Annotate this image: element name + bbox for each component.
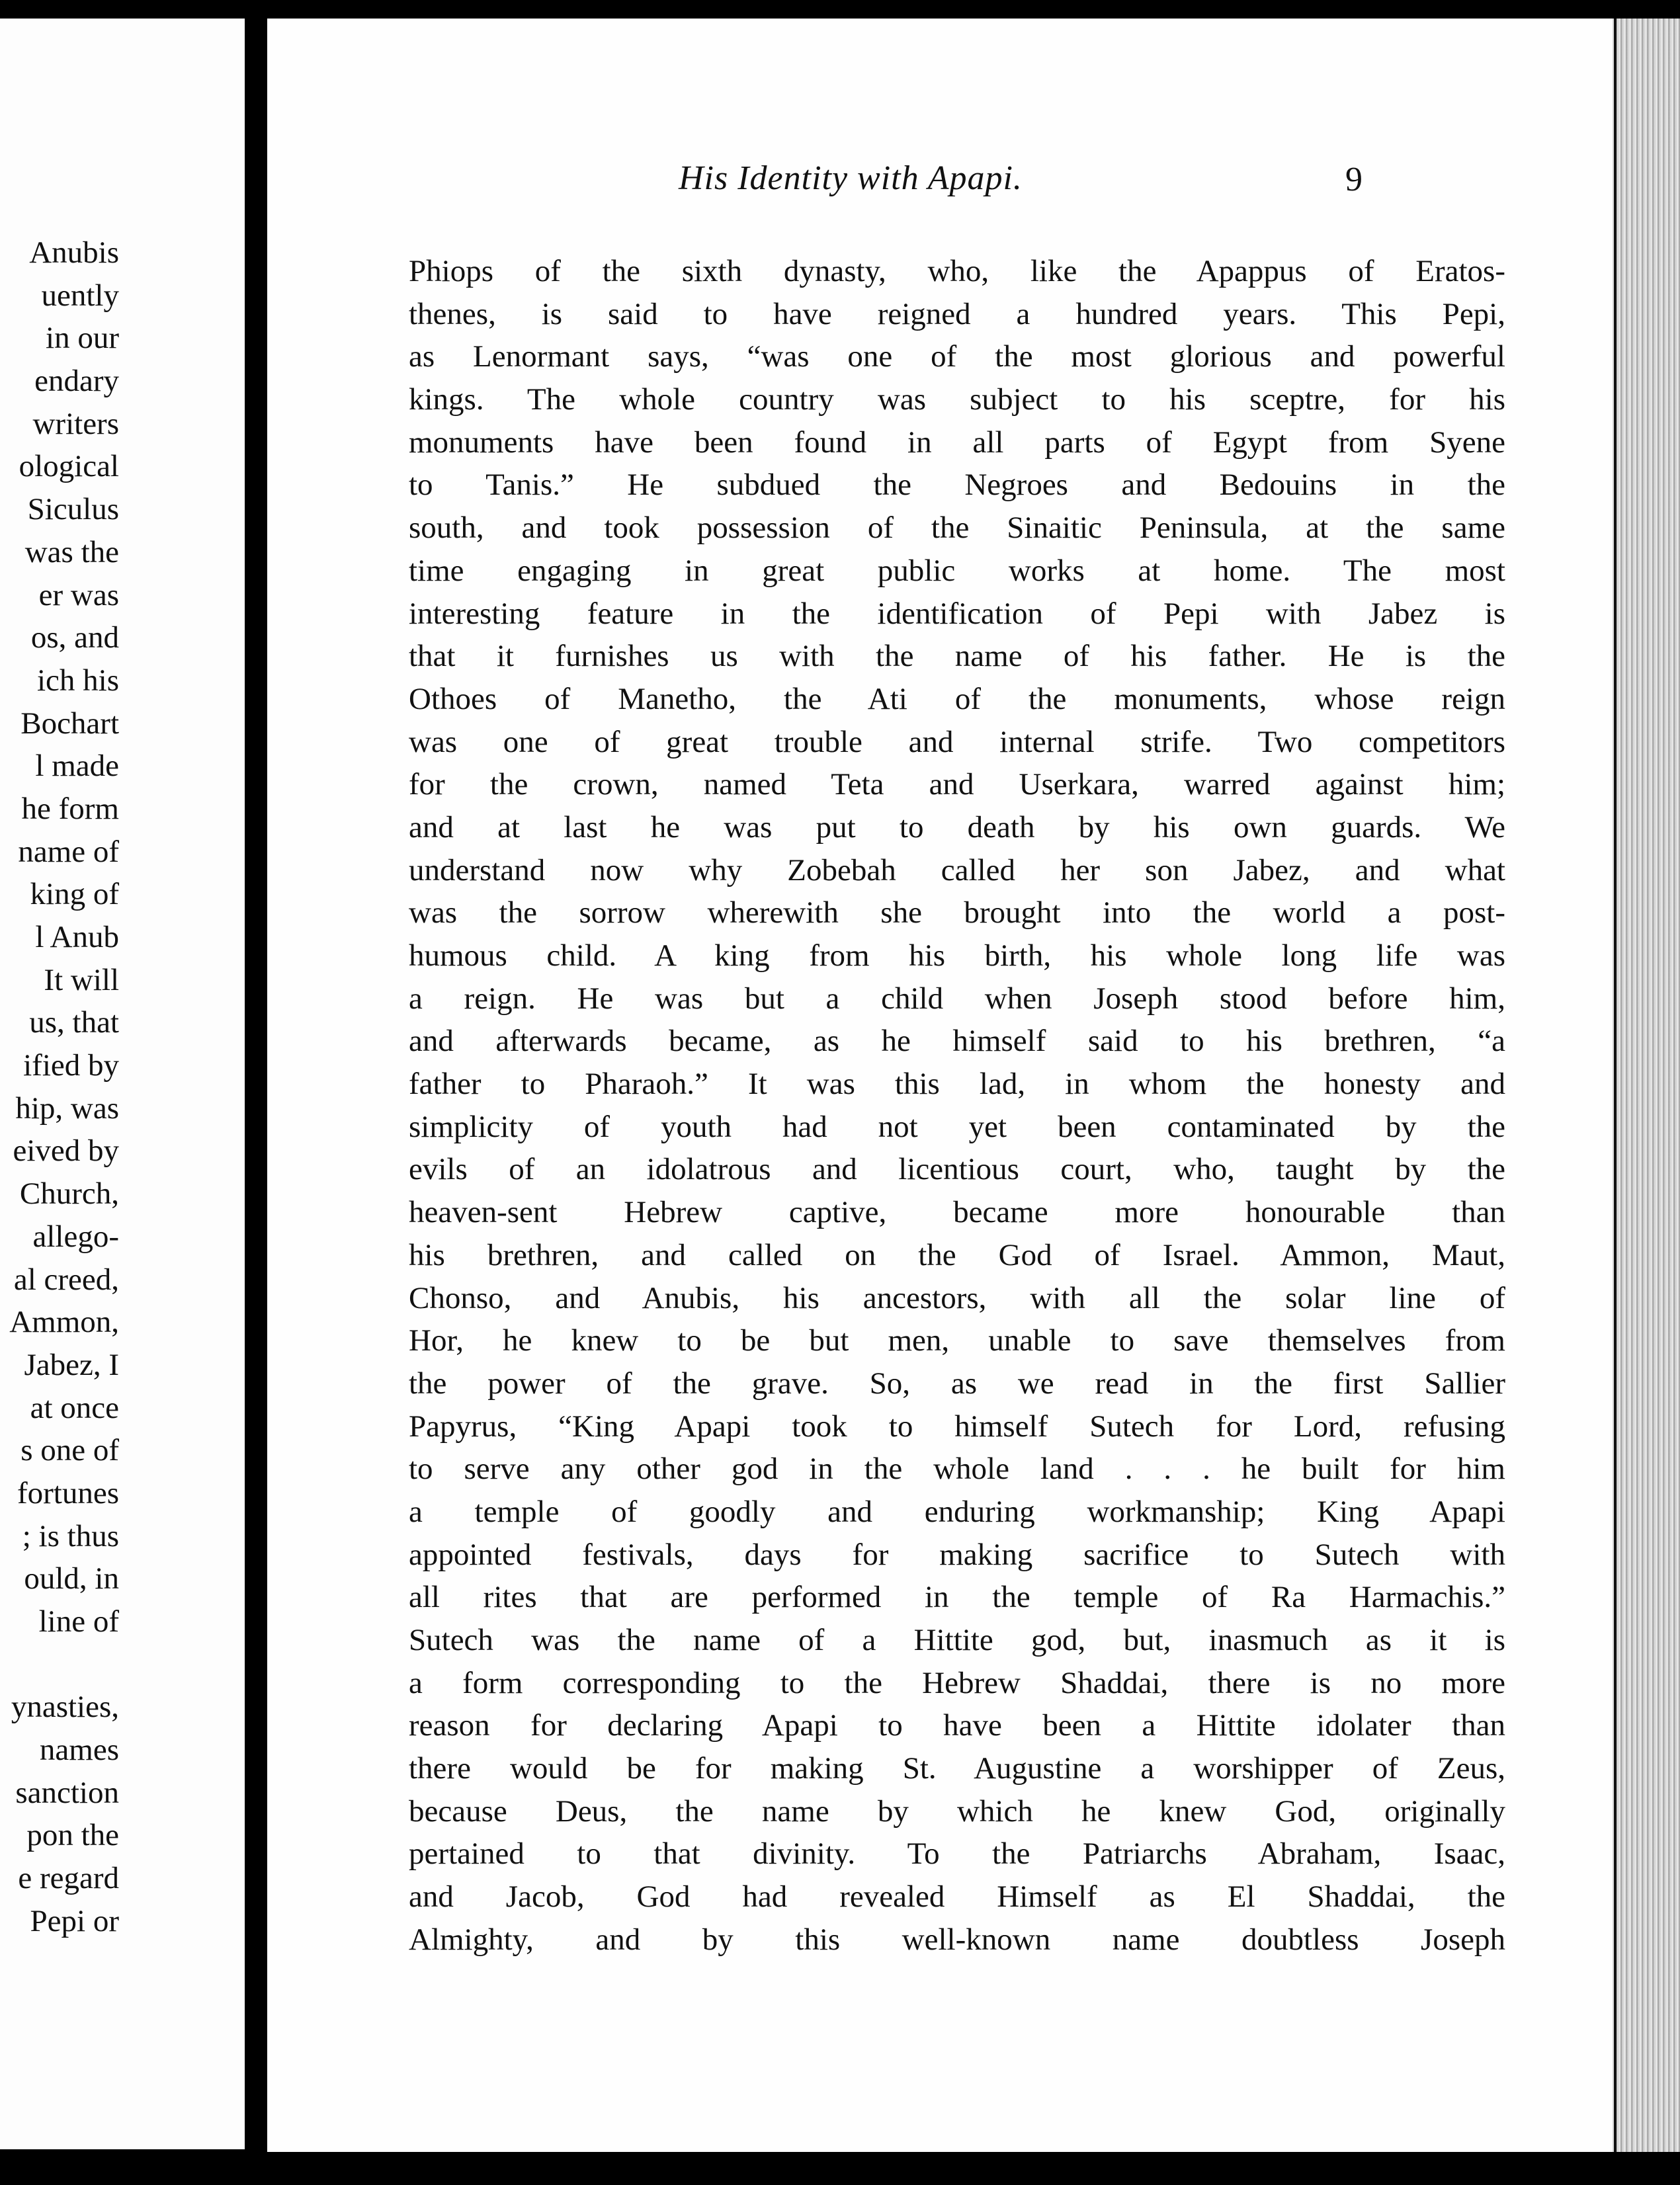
text-line: that it furnishes us with the name of his father. He is the	[409, 639, 1505, 674]
text-line: kings. The whole country was subject to his sceptre, for his	[409, 382, 1505, 417]
text-line: simplicity of youth had not yet been contaminated by the	[409, 1109, 1505, 1144]
text-line: and Jacob, God had revealed Himself as El Shaddai, the	[409, 1879, 1505, 1915]
running-head	[267, 159, 1613, 198]
previous-page-line: e regard	[18, 1861, 119, 1896]
previous-page-line: was the	[24, 534, 119, 569]
book-gutter	[245, 0, 267, 2185]
previous-page-line: king of	[30, 877, 119, 912]
previous-page-line: ; is thus	[22, 1518, 119, 1553]
text-line: Sutech was the name of a Hittite god, but, inasmuch as it is	[409, 1623, 1505, 1657]
previous-page-line: eived by	[13, 1134, 119, 1169]
previous-page-line: l Anub	[35, 920, 119, 954]
previous-page-line: fortunes	[17, 1475, 119, 1510]
previous-page-line: l made	[35, 749, 119, 784]
page-stack-edge	[1613, 19, 1680, 2152]
text-line: pertained to that divinity. To the Patriarchs Abraham, Isaac,	[409, 1836, 1505, 1872]
text-line: father to Pharaoh.” It was this lad, in whom the honesty and	[409, 1067, 1505, 1102]
text-line: a form corresponding to the Hebrew Shaddai, there is no more	[409, 1665, 1505, 1700]
page-edge-line	[1614, 19, 1617, 2152]
text-line: for the crown, named Teta and Userkara, warred against him;	[409, 767, 1505, 802]
body-text	[409, 250, 1505, 1961]
text-line: evils of an idolatrous and licentious court, who, taught by the	[409, 1152, 1505, 1187]
previous-page-line: at once	[30, 1390, 119, 1425]
previous-page-line: Bochart	[21, 706, 119, 741]
previous-page-line: ich his	[36, 663, 119, 698]
previous-page-line: Pepi or	[30, 1903, 119, 1938]
previous-page-line: It will	[44, 962, 119, 997]
previous-page-line: al creed,	[13, 1262, 119, 1297]
text-line: was the sorrow wherewith she brought into the world a post-	[409, 895, 1505, 930]
text-line: appointed festivals, days for making sacrifice to Sutech with	[409, 1537, 1505, 1572]
text-line: because Deus, the name by which he knew God, originally	[409, 1793, 1505, 1829]
previous-page-line: ified by	[23, 1048, 119, 1083]
previous-page-line: pon the	[26, 1818, 119, 1853]
previous-page-line: Jabez, I	[24, 1347, 119, 1382]
previous-page-line: ynasties,	[11, 1690, 119, 1725]
text-line: Othoes of Manetho, the Ati of the monuments, whose reign	[409, 681, 1505, 716]
previous-page-line: in our	[46, 321, 119, 356]
text-line: reason for declaring Apapi to have been a Hittite idolater than	[409, 1708, 1505, 1743]
text-line: thenes, is said to have reigned a hundred years. This Pepi,	[409, 296, 1505, 331]
previous-page-line: line of	[38, 1604, 119, 1639]
previous-page-line: uently	[41, 278, 119, 313]
previous-page-line: Anubis	[29, 235, 119, 270]
text-line: a reign. He was but a child when Joseph stood before him,	[409, 981, 1505, 1016]
previous-page-line	[0, 1643, 119, 1686]
text-line: Papyrus, “King Apapi took to himself Sutech for Lord, refusing	[409, 1409, 1505, 1444]
previous-page-line: er was	[38, 577, 119, 612]
text-line: a temple of goodly and enduring workmanship; King Apapi	[409, 1494, 1505, 1529]
text-line: all rites that are performed in the temple of Ra Harmachis.”	[409, 1580, 1505, 1615]
text-line: as Lenormant says, “was one of the most glorious and powerful	[409, 339, 1505, 374]
book-page	[267, 19, 1615, 2152]
text-line: south, and took possession of the Sinaitic Peninsula, at the same	[409, 511, 1505, 546]
previous-page-line: endary	[34, 364, 119, 399]
previous-page-line: sanction	[15, 1775, 119, 1810]
previous-page-line: Siculus	[27, 492, 119, 527]
text-line: his brethren, and called on the God of Israel. Ammon, Maut,	[409, 1237, 1505, 1272]
text-line: Hor, he knew to be but men, unable to save themselves from	[409, 1323, 1505, 1358]
text-line: there would be for making St. Augustine a worshipper of Zeus,	[409, 1751, 1505, 1786]
text-line: was one of great trouble and internal strife. Two competitors	[409, 724, 1505, 759]
text-line: to Tanis.” He subdued the Negroes and Bedouins in the	[409, 468, 1505, 503]
previous-page-line: os, and	[30, 620, 119, 655]
running-title: His Identity with Apapi.	[679, 159, 1023, 197]
previous-page-line: us, that	[29, 1005, 119, 1040]
text-line: Chonso, and Anubis, his ancestors, with all the solar line of	[409, 1280, 1505, 1315]
previous-page-fragment	[0, 19, 259, 2149]
text-line: understand now why Zobebah called her son Jabez, and what	[409, 852, 1505, 887]
text-line: humous child. A king from his birth, his whole long life was	[409, 938, 1505, 973]
text-line: and at last he was put to death by his own guards. We	[409, 809, 1505, 845]
previous-page-text	[0, 231, 119, 1943]
previous-page-line: ological	[19, 449, 119, 484]
previous-page-line: s one of	[21, 1433, 119, 1468]
page-number: 9	[1345, 161, 1363, 198]
previous-page-line: allego-	[32, 1219, 119, 1254]
text-line: monuments have been found in all parts of Egypt from Syene	[409, 425, 1505, 460]
previous-page-line: Ammon,	[9, 1305, 119, 1340]
text-line: Almighty, and by this well-known name doubtless Joseph	[409, 1922, 1505, 1957]
text-line: Phiops of the sixth dynasty, who, like the Apappus of Eratos-	[409, 254, 1505, 288]
text-line: to serve any other god in the whole land . . . he built for him	[409, 1452, 1505, 1487]
text-line: interesting feature in the identification of Pepi with Jabez is	[409, 596, 1505, 631]
previous-page-line: names	[39, 1733, 119, 1768]
text-line: heaven-sent Hebrew captive, became more honourable than	[409, 1195, 1505, 1230]
previous-page-line: writers	[32, 406, 119, 441]
previous-page-line: hip, was	[15, 1091, 119, 1126]
previous-page-line: he form	[21, 791, 119, 826]
previous-page-line: name of	[18, 834, 119, 869]
text-line: and afterwards became, as he himself said to his brethren, “a	[409, 1024, 1505, 1059]
previous-page-line: ould, in	[24, 1561, 119, 1596]
text-line: time engaging in great public works at home. The most	[409, 553, 1505, 588]
previous-page-line: Church,	[19, 1176, 119, 1212]
text-line: the power of the grave. So, as we read in the first Sallier	[409, 1366, 1505, 1401]
